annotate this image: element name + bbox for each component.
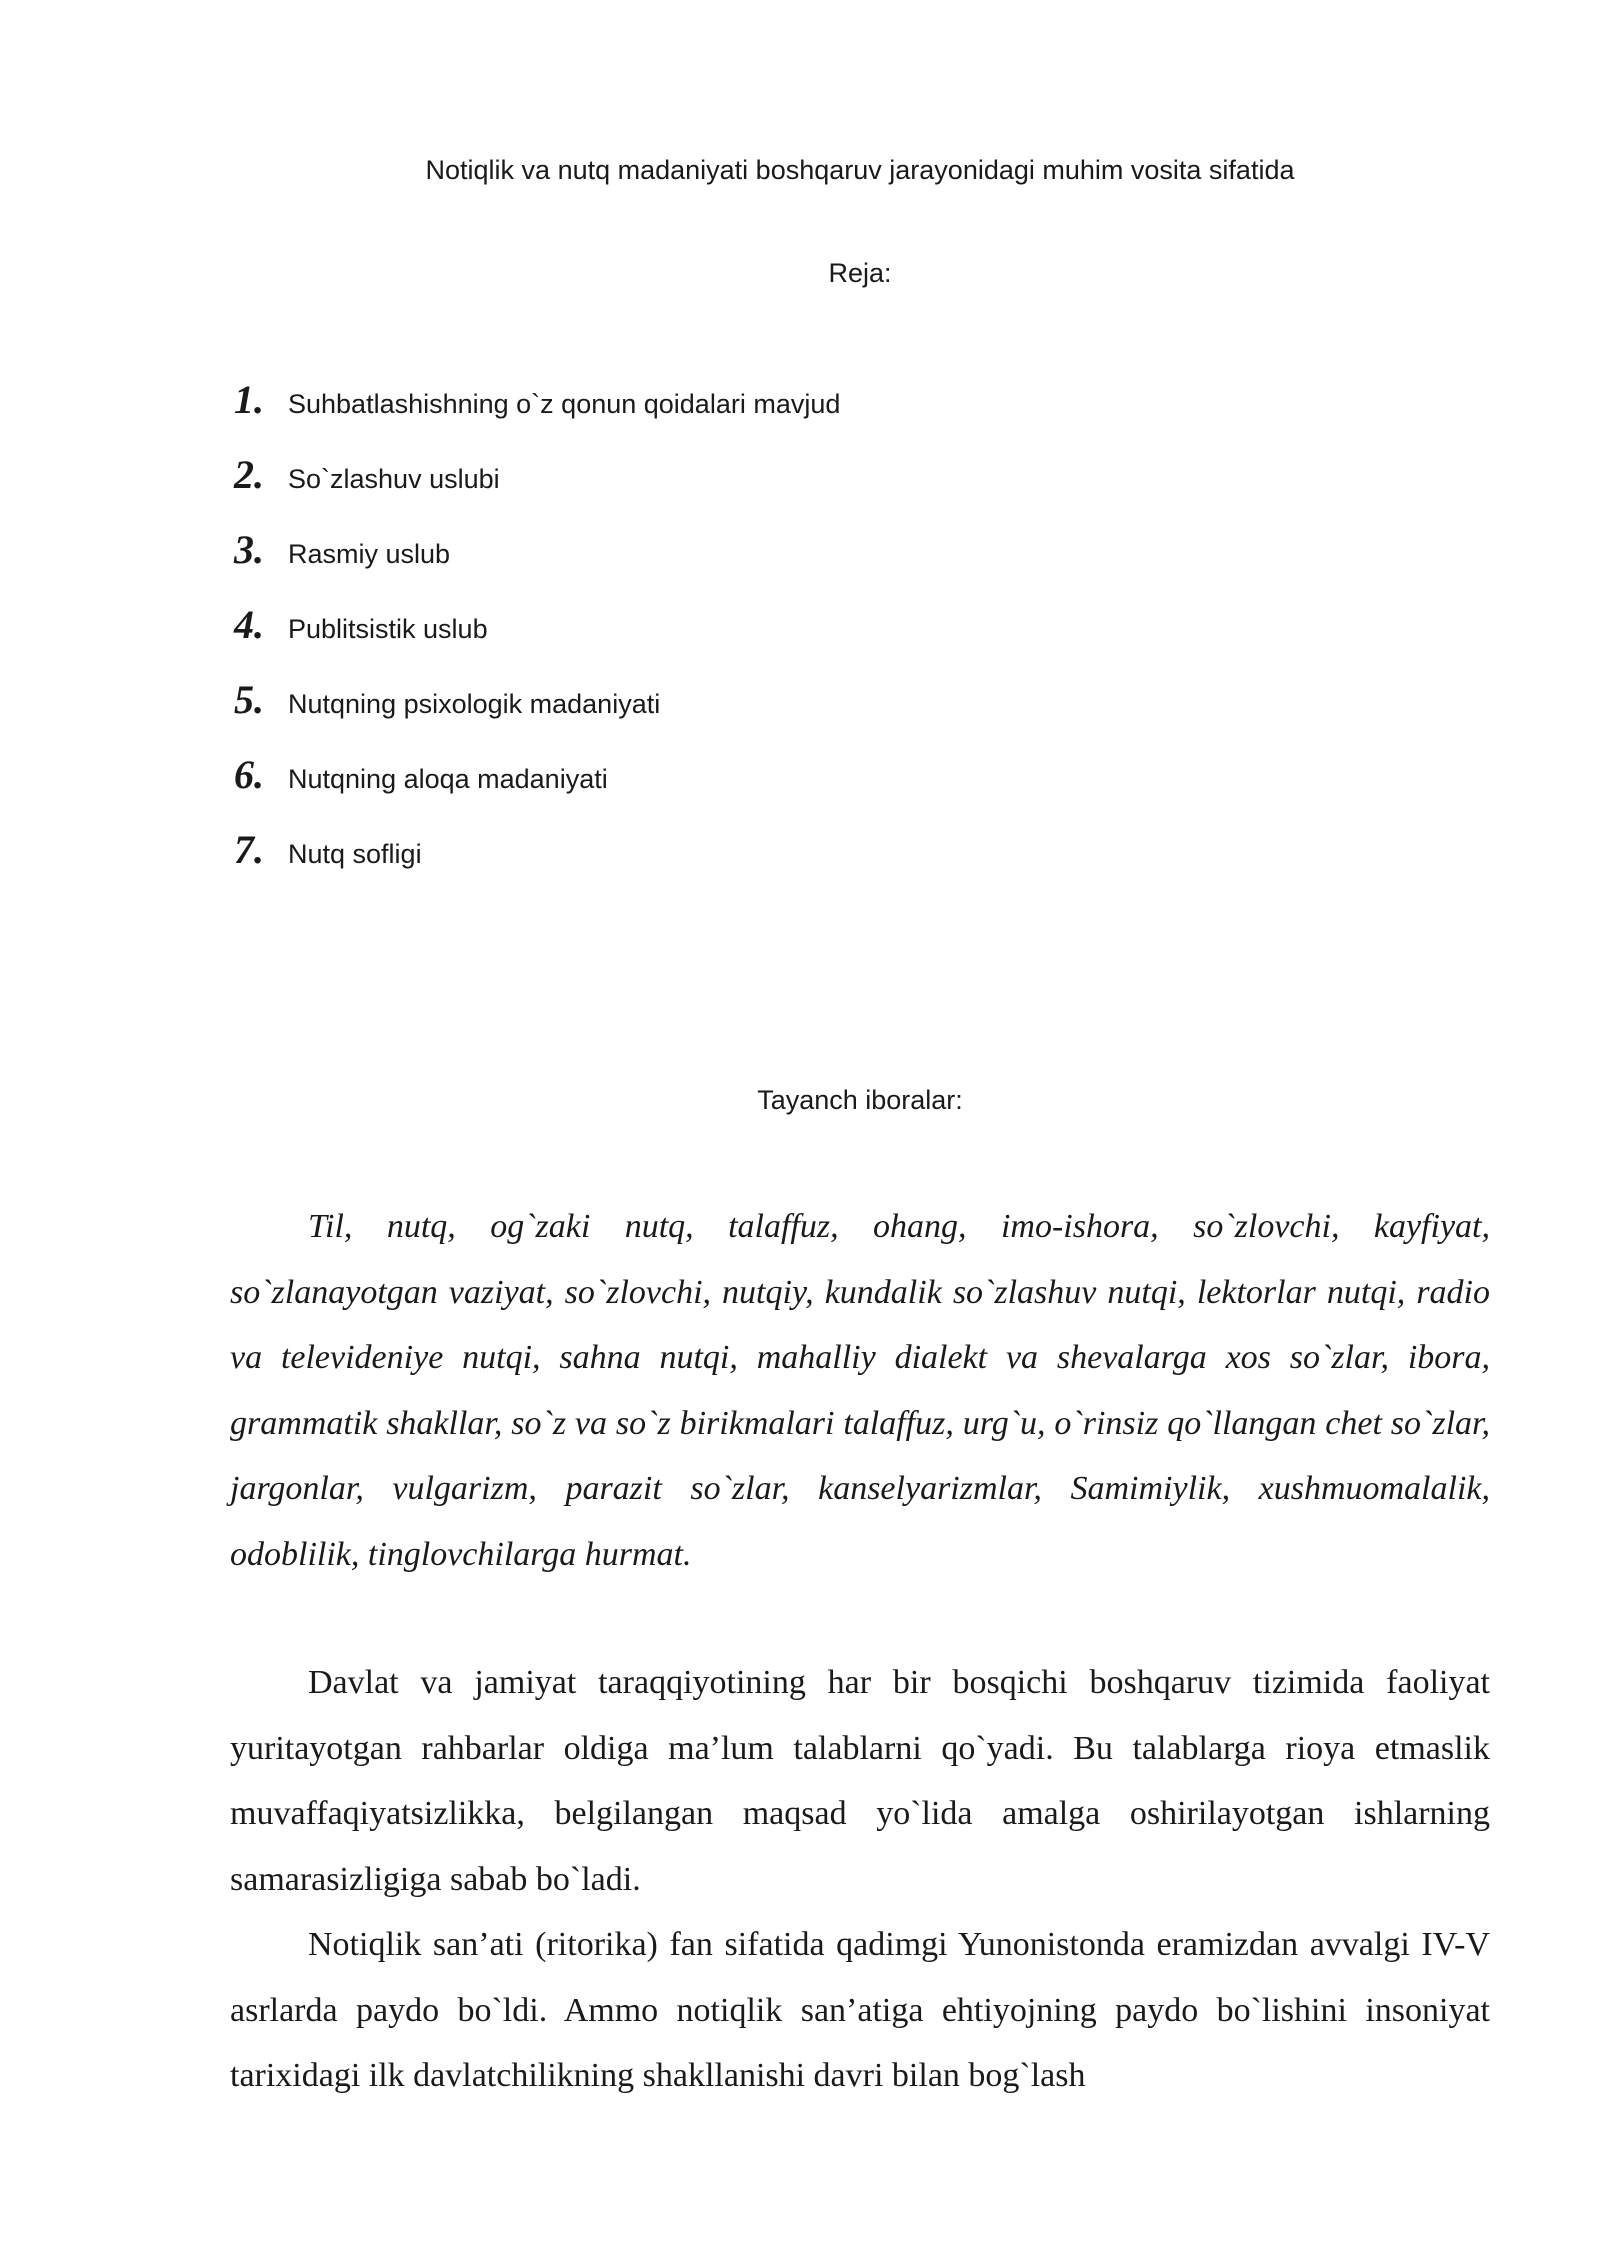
list-item-number: 7.	[234, 827, 264, 872]
list-item	[234, 603, 840, 678]
list-item	[234, 828, 840, 903]
list-item-number: 4.	[234, 602, 264, 647]
list-item-text: Suhbatlashishning o`z qonun qoidalari mavjud	[288, 389, 841, 419]
list-item	[234, 378, 840, 453]
list-item-number: 1.	[234, 377, 264, 422]
list-item-text: Nutqning psixologik madaniyati	[288, 689, 661, 719]
plan-heading: Reja:	[828, 258, 892, 288]
list-item	[234, 753, 840, 828]
list-item-number: 3.	[234, 527, 264, 572]
list-item-text: Rasmiy uslub	[288, 539, 451, 569]
list-item	[234, 528, 840, 603]
list-item-text: So`zlashuv uslubi	[288, 464, 500, 494]
keywords-heading: Tayanch iboralar:	[757, 1085, 963, 1115]
document-title: Notiqlik va nutq madaniyati boshqaruv jarayonidagi muhim vosita sifatida	[425, 155, 1295, 185]
plan-list	[234, 378, 840, 903]
list-item-text: Nutqning aloqa madaniyati	[288, 764, 608, 794]
list-item-number: 6.	[234, 752, 264, 797]
list-item-text: Nutq sofligi	[288, 839, 422, 869]
list-item-number: 2.	[234, 452, 264, 497]
list-item-number: 5.	[234, 677, 264, 722]
body-paragraph: Davlat va jamiyat taraqqiyotining har bir bosqichi boshqaruv tizimida faoliyat yuritayotgan rahbarlar oldiga ma’lum talablarni qo`yadi. Bu talablarga rioya etmaslik muvaffaqiyatsizlikka, belgilangan maqsad yo`lida amalga oshirilayotgan ishlarning samarasizligiga sabab bo`ladi.	[230, 1664, 1490, 1898]
keywords-paragraph: Til, nutq, og`zaki nutq, talaffuz, ohang, imo-ishora, so`zlovchi, kayfiyat, so`zlanayotgan vaziyat, so`zlovchi, nutqiy, kundalik so`zlashuv nutqi, lektorlar nutqi, radio va televideniye nutqi, sahna nutqi, mahalliy dialekt va shevalarga xos so`zlar, ibora, grammatik shakllar, so`z va so`z birikmalari talaffuz, urg`u, o`rinsiz qo`llangan chet so`zlar, jargonlar, vulgarizm, parazit so`zlar, kanselyarizmlar, Samimiylik, xushmuomalalik, odoblilik, tinglovchilarga hurmat.	[230, 1208, 1490, 1573]
list-item	[234, 678, 840, 753]
body-paragraph: Notiqlik san’ati (ritorika) fan sifatida qadimgi Yunonistonda eramizdan avvalgi IV-V asrlarda paydo bo`ldi. Ammo notiqlik san’atiga ehtiyojning paydo bo`lishini insoniyat tarixidagi ilk davlatchilikning shakllanishi davri bilan bog`lash	[230, 1926, 1490, 2094]
list-item	[234, 453, 840, 528]
list-item-text: Publitsistik uslub	[288, 614, 488, 644]
